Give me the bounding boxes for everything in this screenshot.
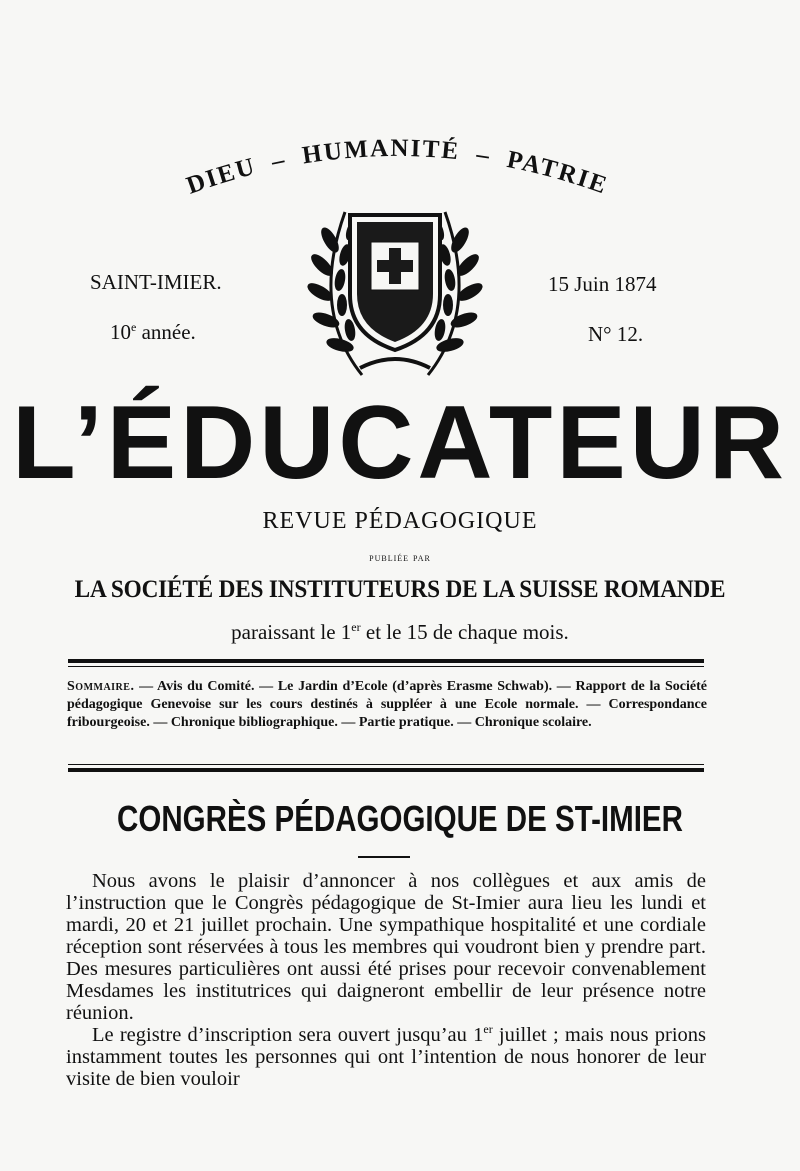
divider-top-thin: [68, 666, 704, 667]
article-paragraph-1: Nous avons le plaisir d’annoncer à nos collègues et aux amis de l’instruction que le Congrès pédagogique de St-Imier aura lieu les lundi et mardi, 20 et 21 juillet prochain. Une sympathique hospitalité et une cordiale réception sont réservées à tous les membres qui voudront bien y prendre part. Des mesures particulières ont aussi été prises pour recevoir convenablement Mesdames les institutrices qui daigneront embellir de leur présence notre réunion.: [66, 870, 706, 1024]
motto-text: [183, 135, 612, 200]
volume-year: [110, 320, 196, 345]
journal-subtitle: REVUE PÉDAGOGIQUE: [262, 508, 538, 534]
divider-top-thick: [68, 659, 704, 663]
publication-frequency: [0, 620, 800, 645]
frequency-part-a: paraissant le 1: [231, 620, 352, 644]
paragraph-2-part-b: juillet ; mais nous prions instamment toutes les personnes qui ont l’intention de nous honorer de leur visite de bien vouloir: [66, 1024, 707, 1090]
volume-year-word: année.: [141, 320, 196, 344]
frequency-part-b: et le 15 de chaque mois.: [360, 620, 569, 644]
motto-word-dieu: DIEU: [183, 152, 260, 200]
journal-title: L’ÉDUCATEUR: [12, 385, 788, 501]
volume-year-suffix: e: [131, 320, 137, 334]
divider-bottom-thin: [68, 764, 704, 765]
divider-bottom-thick: [68, 768, 704, 772]
article-paragraph-2: [66, 1024, 706, 1090]
frequency-suffix: er: [351, 620, 361, 634]
published-by: publiée par: [369, 550, 431, 564]
summary-text: — Avis du Comité. — Le Jardin d’Ecole (d’après Erasme Schwab). — Rapport de la Société pédagogique Genevoise sur les cours destinés à suppléer à une Ecole normale. — Correspondance fribourgeoise. — Chronique bibliographique. — Partie pratique. — Chronique scolaire.: [67, 679, 707, 730]
swiss-cross-shield-icon: [300, 200, 490, 385]
motto-word-patrie: PATRIE: [504, 146, 612, 200]
motto-dash-1: –: [269, 145, 289, 176]
volume-year-number: 10: [110, 320, 131, 344]
publisher-society: LA SOCIÉTÉ DES INSTITUTEURS DE LA SUISSE ROMANDE: [74, 576, 726, 603]
summary-label: Sommaire.: [67, 679, 135, 694]
article-title: CONGRÈS PÉDAGOGIQUE DE ST-IMIER: [117, 798, 683, 839]
place-of-publication: SAINT-IMIER.: [90, 270, 222, 294]
table-of-contents: [67, 678, 707, 732]
title-separator: [358, 856, 410, 858]
issue-date: 15 Juin 1874: [548, 272, 657, 296]
motto-dash-2: –: [474, 140, 494, 170]
motto-arc: [0, 120, 800, 210]
issue-number: N° 12.: [588, 322, 644, 346]
motto-word-humanite: HUMANITÉ: [300, 134, 462, 170]
article-body: [66, 870, 706, 1090]
paragraph-2-part-a: Le registre d’inscription sera ouvert jusqu’au 1: [92, 1024, 484, 1046]
paragraph-2-suffix: er: [483, 1022, 493, 1037]
